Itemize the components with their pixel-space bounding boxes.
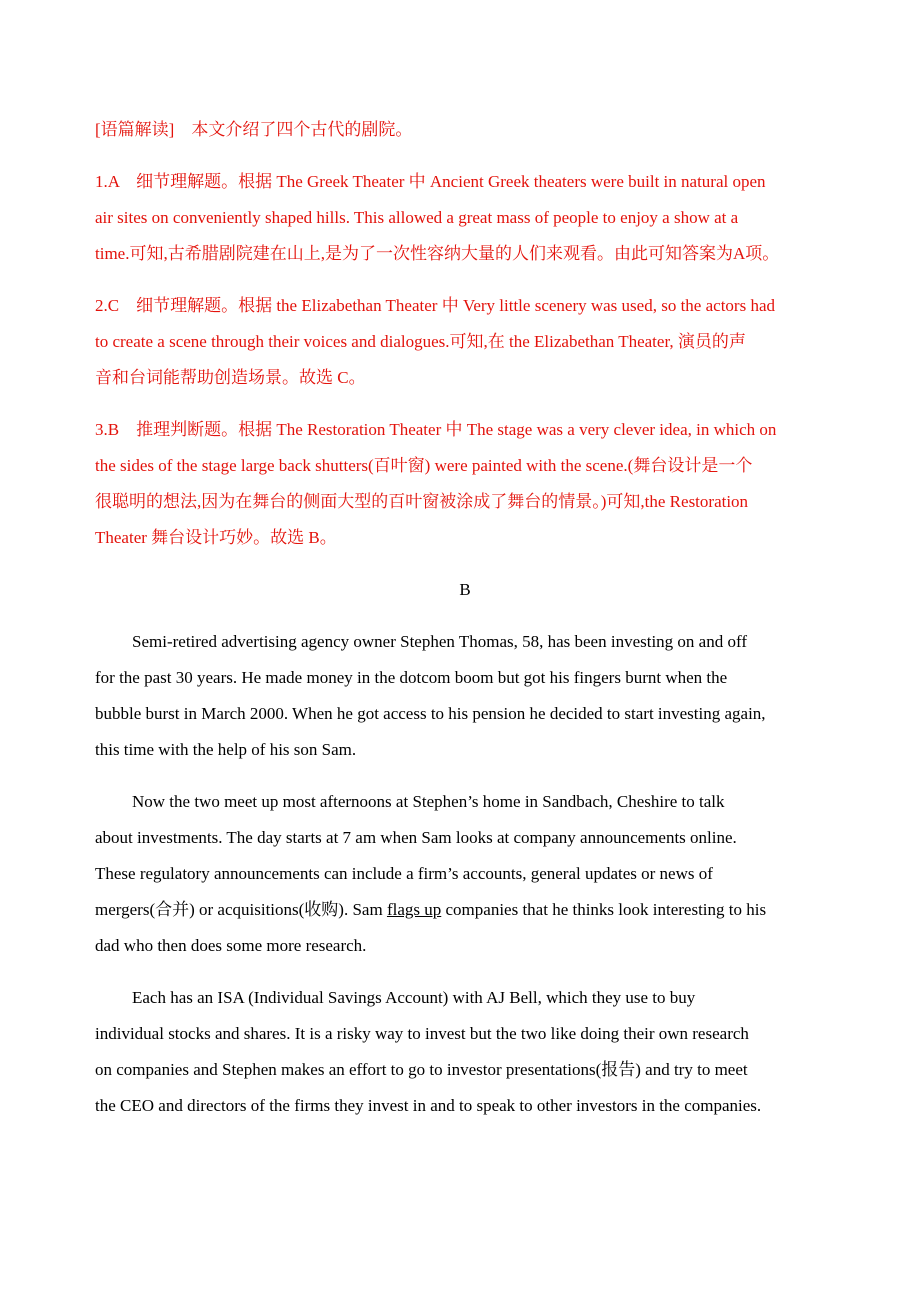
passage-paragraph-1: [95, 624, 835, 768]
paragraph-line: dad who then does some more research.: [95, 936, 367, 955]
paragraph-line: [95, 892, 835, 928]
analysis-header-text: [语篇解读] 本文介绍了四个古代的剧院。: [95, 120, 413, 139]
paragraph-line: bubble burst in March 2000. When he got access to his pension he decided to start investing again,: [95, 704, 766, 723]
underlined-phrase: flags up: [386, 900, 442, 919]
answer-2-line: to create a scene through their voices and dialogues.可知,在 the Elizabethan Theater, 演员的声: [95, 332, 746, 351]
answer-2-line: 2.C 细节理解题。根据 the Elizabethan Theater 中 Very little scenery was used, so the actors had: [95, 296, 775, 315]
answer-1-line: 1.A 细节理解题。根据 The Greek Theater 中 Ancient Greek theaters were built in natural open: [95, 172, 766, 191]
paragraph-line: about investments. The day starts at 7 am when Sam looks at company announcements online.: [95, 828, 737, 847]
section-label: [95, 572, 835, 608]
answer-3-line: 很聪明的想法,因为在舞台的侧面大型的百叶窗被涂成了舞台的情景。)可知,the Restoration: [95, 492, 749, 511]
paragraph-line: on companies and Stephen makes an effort to go to investor presentations(报告) and try to meet: [95, 1060, 748, 1079]
passage-paragraph-2: [95, 784, 835, 964]
paragraph-line: this time with the help of his son Sam.: [95, 740, 357, 759]
paragraph-line: These regulatory announcements can include a firm’s accounts, general updates or news of: [95, 864, 713, 883]
answer-3-line: 3.B 推理判断题。根据 The Restoration Theater 中 The stage was a very clever idea, in which on: [95, 420, 777, 439]
paragraph-line: individual stocks and shares. It is a risky way to invest but the two like doing their own research: [95, 1024, 749, 1043]
answer-3-line: the sides of the stage large back shutters(百叶窗) were painted with the scene.(舞台设计是一个: [95, 456, 753, 475]
paragraph-line: Semi-retired advertising agency owner Stephen Thomas, 58, has been investing on and off: [132, 632, 747, 651]
passage-paragraph-3: [95, 980, 835, 1124]
answer-1-line: time.可知,古希腊剧院建在山上,是为了一次性容纳大量的人们来观看。由此可知答案为A项。: [95, 244, 780, 263]
paragraph-line: Each has an ISA (Individual Savings Account) with AJ Bell, which they use to buy: [132, 988, 696, 1007]
answer-1-line: air sites on conveniently shaped hills. This allowed a great mass of people to enjoy a show at a: [95, 208, 739, 227]
line-text-after: companies that he thinks look interesting to his: [441, 900, 767, 919]
paragraph-line: the CEO and directors of the firms they invest in and to speak to other investors in the companies.: [95, 1096, 762, 1115]
answer-2-line: 音和台词能帮助创造场景。故选 C。: [95, 368, 366, 387]
answer-1: [95, 164, 835, 272]
analysis-header: [95, 112, 835, 148]
answer-3-line: Theater 舞台设计巧妙。故选 B。: [95, 528, 337, 547]
answer-3: [95, 412, 835, 556]
paragraph-line: Now the two meet up most afternoons at Stephen’s home in Sandbach, Cheshire to talk: [132, 792, 725, 811]
section-label-text: B: [459, 580, 471, 599]
line-text-before: mergers(合并) or acquisitions(收购). Sam: [95, 900, 387, 919]
paragraph-line: for the past 30 years. He made money in the dotcom boom but got his fingers burnt when the: [95, 668, 728, 687]
answer-2: [95, 288, 835, 396]
